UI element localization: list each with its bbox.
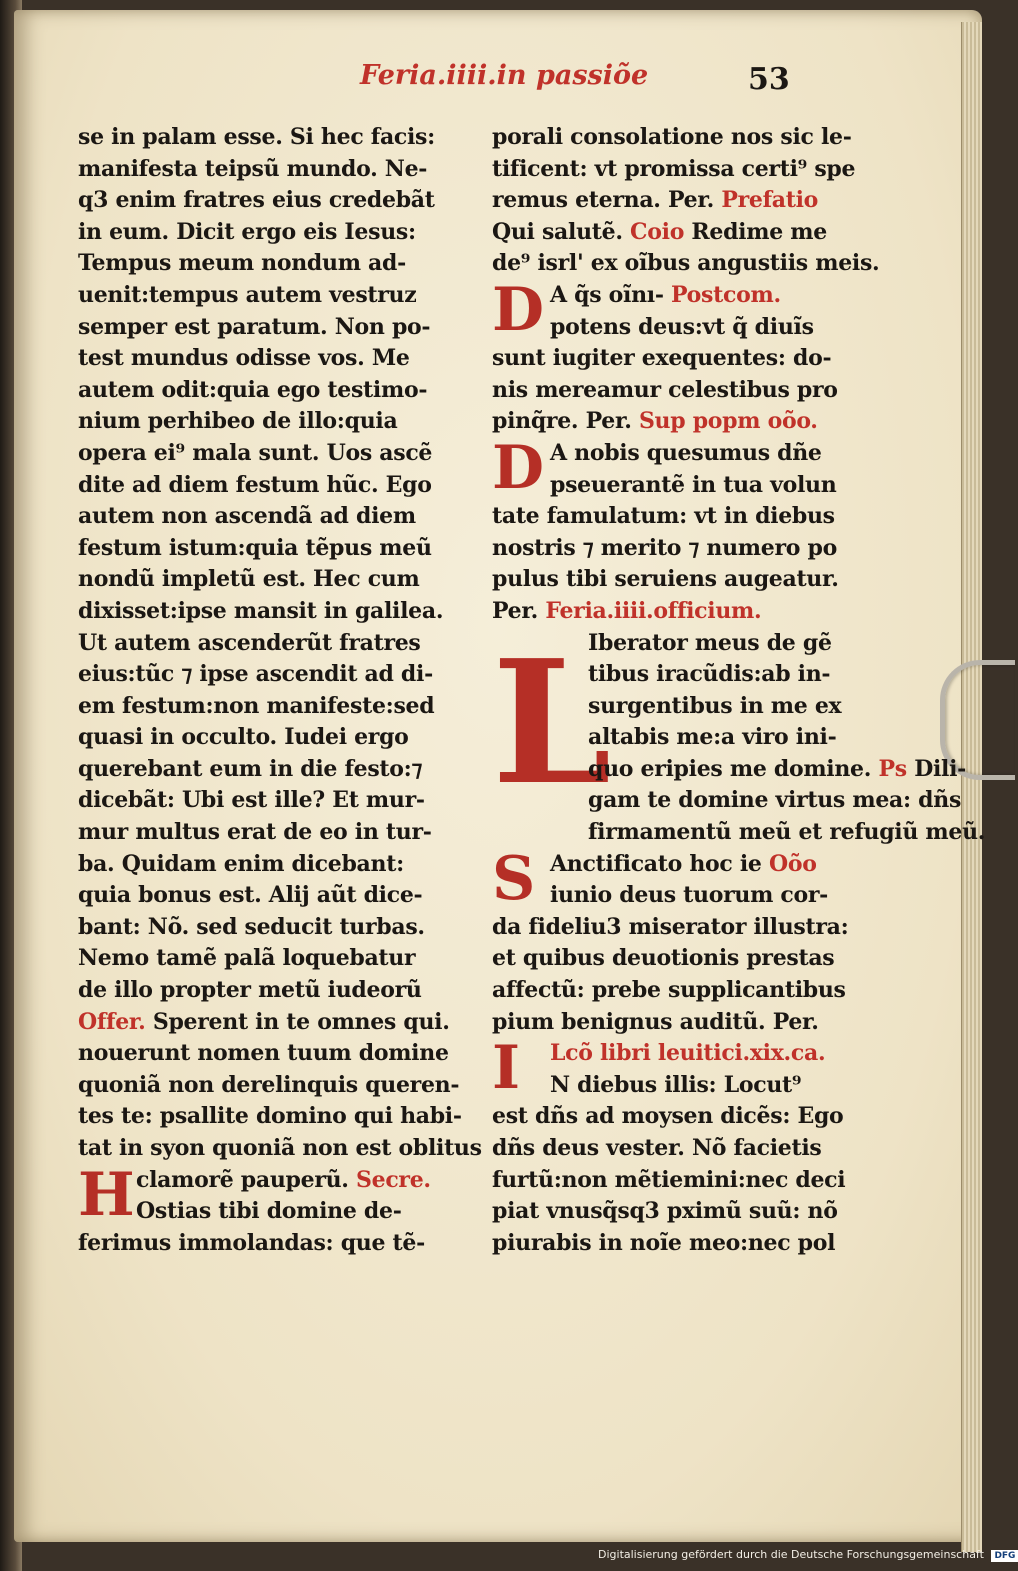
prefatio-text: remus eterna. Per.	[492, 187, 715, 214]
left-column-line: quasi in occulto. Iudei ergo	[78, 724, 409, 751]
postcommunio-first-text: A q̃s oĩnı-	[550, 281, 664, 308]
left-column-line: in eum. Dicit ergo eis Iesus:	[78, 218, 416, 245]
left-column-line: uenit:tempus autem vestruz	[78, 281, 417, 308]
initial-letter-d: D	[492, 432, 544, 503]
lectio-line: furtũ:non mẽtiemini:nec deci	[492, 1166, 846, 1193]
super-populum-line: tate famulatum: vt in diebus	[492, 503, 835, 530]
introit-line: altabis me:a viro ini-	[588, 724, 837, 751]
introit-psalm-text: quo eripies me domine.	[588, 755, 872, 782]
left-column-line: dixisset:ipse mansit in galilea.	[78, 597, 444, 624]
lectio-line: N diebus illis: Locut⁹	[550, 1071, 802, 1098]
offertory-text: Sperent in te omnes qui.	[152, 1008, 450, 1035]
introit-line: firmamentũ meũ et refugiũ meũ.	[588, 819, 986, 846]
postcommunio-rubric: Postcom.	[671, 281, 781, 308]
left-column-line: autem non ascendã ad diem	[78, 503, 416, 530]
introit-psalm-text-b: Dili-	[914, 755, 966, 782]
left-column-line: de illo propter metũ iudeorũ	[78, 977, 422, 1004]
digitization-credit	[598, 1548, 1018, 1562]
left-column-line: eius:tũc ⁊ ipse ascendit ad di-	[78, 661, 433, 688]
communion-text-b: Redime me	[691, 218, 827, 245]
initial-letter-s: S	[492, 843, 536, 914]
lectio-rubric: Lcõ libri leuitici.xix.ca.	[550, 1040, 826, 1067]
running-head: Feria.iiii.in passiõe	[360, 60, 649, 91]
oratio-line: affectũ: prebe supplicantibus	[492, 977, 846, 1004]
left-column-line: quia bonus est. Alij aũt dice-	[78, 882, 423, 909]
left-column-line: Tempus meum nondum ad-	[78, 250, 406, 277]
lectio-line: est dñs ad moysen dicẽs: Ego	[492, 1103, 844, 1130]
offertory-line: tes te: psallite domino qui habi-	[78, 1103, 462, 1130]
oratio-rubric: Oõo	[768, 850, 817, 877]
right-column	[492, 122, 986, 1259]
left-column-line: q3 enim fratres eius credebãt	[78, 187, 435, 214]
left-column-line: mur multus erat de eo in tur-	[78, 819, 432, 846]
communion-rubric: Coio	[630, 218, 685, 245]
secreta-rubric: Secre.	[356, 1166, 431, 1193]
left-column-line: test mundus odisse vos. Me	[78, 345, 410, 372]
left-column-line: querebant eum in die festo:⁊	[78, 755, 423, 782]
credit-text: Digitalisierung gefördert durch die Deutsche Forschungsgemeinschaft	[598, 1548, 984, 1561]
left-column-line: nondũ impletũ est. Hec cum	[78, 566, 420, 593]
communion-line	[492, 217, 882, 249]
initial-letter-l: L	[492, 622, 612, 823]
folio-number: 53	[748, 62, 790, 97]
super-populum-line: nostris ⁊ merito ⁊ numero po	[492, 534, 837, 561]
super-populum-line: pseuerantẽ in tua volun	[550, 471, 837, 498]
left-column-line: bant: Nõ. sed seducit turbas.	[78, 913, 425, 940]
initial-letter-h: H	[78, 1159, 135, 1230]
secreta-first-text: clamorẽ pauperũ.	[136, 1166, 349, 1193]
offertory-rubric: Offer.	[78, 1008, 146, 1035]
right-line: porali consolatione nos sic le-	[492, 124, 852, 150]
lectio-line: dñs deus vester. Nõ facietis	[492, 1135, 822, 1161]
super-populum-rubric: Sup popm oõo.	[638, 408, 818, 435]
left-column-line: opera ei⁹ mala sunt. Uos ascẽ	[78, 439, 433, 466]
postcommunio-line: nis mereamur celestibus pro	[492, 376, 838, 403]
introit-line: tibus iracũdis:ab in-	[588, 661, 831, 688]
left-column-line: nium perhibeo de illo:quia	[78, 408, 398, 435]
right-line: de⁹ isrl' ex oĩbus angustiis meis.	[492, 250, 880, 277]
postcommunio-last-text: pinq̃re. Per.	[492, 408, 632, 435]
super-populum-line: A nobis quesumus dñe	[550, 439, 822, 466]
oratio-line: da fideliu3 miserator illustra:	[492, 913, 849, 940]
left-column-line: em festum:non manifeste:sed	[78, 692, 435, 719]
secreta-block	[78, 1159, 468, 1230]
introit-line: gam te domine virtus mea: dñs	[588, 787, 962, 814]
psalm-rubric: Ps	[878, 755, 907, 782]
super-populum-block	[492, 432, 882, 503]
secreta-line-1	[78, 1165, 468, 1197]
initial-letter-d: D	[492, 274, 544, 345]
lectio-line: piat vnusq̃sq3 pximũ suũ: nõ	[492, 1198, 838, 1225]
left-column-line: se in palam esse. Si hec facis:	[78, 124, 435, 150]
super-populum-last-line	[492, 596, 882, 628]
offertory-line: tat in syon quoniã non est oblitus	[78, 1135, 482, 1161]
secreta-line: Ostias tibi domine de-	[136, 1198, 402, 1225]
communion-text: Qui salutẽ.	[492, 218, 623, 245]
oratio-line: pium benignus auditũ. Per.	[492, 1008, 819, 1035]
oratio-line: iunio deus tuorum cor-	[550, 882, 829, 909]
left-column-line: dite ad diem festum hũc. Ego	[78, 471, 432, 498]
secreta-line: ferimus immolandas: que tẽ-	[78, 1229, 425, 1256]
oratio-line: et quibus deuotionis prestas	[492, 945, 835, 972]
lectio-line: piurabis in noĩe meo:nec pol	[492, 1229, 836, 1256]
super-populum-line: pulus tibi seruiens augeatur.	[492, 566, 839, 593]
introit-line: Iberator meus de gẽ	[588, 629, 832, 656]
left-column-line: Nemo tamẽ palã loquebatur	[78, 945, 416, 972]
left-column-line: autem odit:quia ego testimo-	[78, 376, 428, 403]
left-column-line: ba. Quidam enim dicebant:	[78, 850, 404, 877]
super-populum-last-text: Per.	[492, 597, 538, 624]
postcommunio-line-1	[492, 280, 882, 312]
right-line: tificent: vt promissa certi⁹ spe	[492, 155, 856, 182]
left-column-line: manifesta teipsũ mundo. Ne-	[78, 155, 428, 182]
postcommunio-line: potens deus:vt q̃ diuĩs	[550, 313, 814, 340]
prefatio-line	[492, 185, 882, 217]
left-column-line: Ut autem ascenderũt fratres	[78, 629, 421, 656]
left-column-line: semper est paratum. Non po-	[78, 313, 431, 340]
left-column-lines	[78, 122, 468, 1007]
lectio-block	[492, 1033, 882, 1104]
dfg-logo: DFG	[991, 1550, 1018, 1562]
postcommunio-last-line	[492, 406, 882, 438]
page-edge-stack	[961, 22, 982, 1552]
oratio-first-text: Anctificato hoc ie	[550, 850, 762, 877]
initial-letter-i: I	[492, 1033, 520, 1104]
oratio-block	[492, 843, 882, 914]
oratio-line-1	[492, 849, 882, 881]
prefatio-rubric: Prefatio	[721, 187, 819, 214]
offertory-line-1	[78, 1007, 468, 1039]
postcommunio-block	[492, 274, 882, 345]
left-column-line: dicebãt: Ubi est ille? Et mur-	[78, 787, 425, 814]
feria-officium-rubric: Feria.iiii.officium.	[545, 597, 762, 624]
left-column	[78, 122, 482, 1259]
offertory-line: quoniã non derelinquis queren-	[78, 1071, 460, 1098]
postcommunio-line: sunt iugiter exequentes: do-	[492, 345, 832, 372]
left-column-line: festum istum:quia tẽpus meũ	[78, 534, 432, 561]
introit-line: surgentibus in me ex	[588, 692, 842, 719]
offertory-line: nouerunt nomen tuum domine	[78, 1040, 449, 1067]
